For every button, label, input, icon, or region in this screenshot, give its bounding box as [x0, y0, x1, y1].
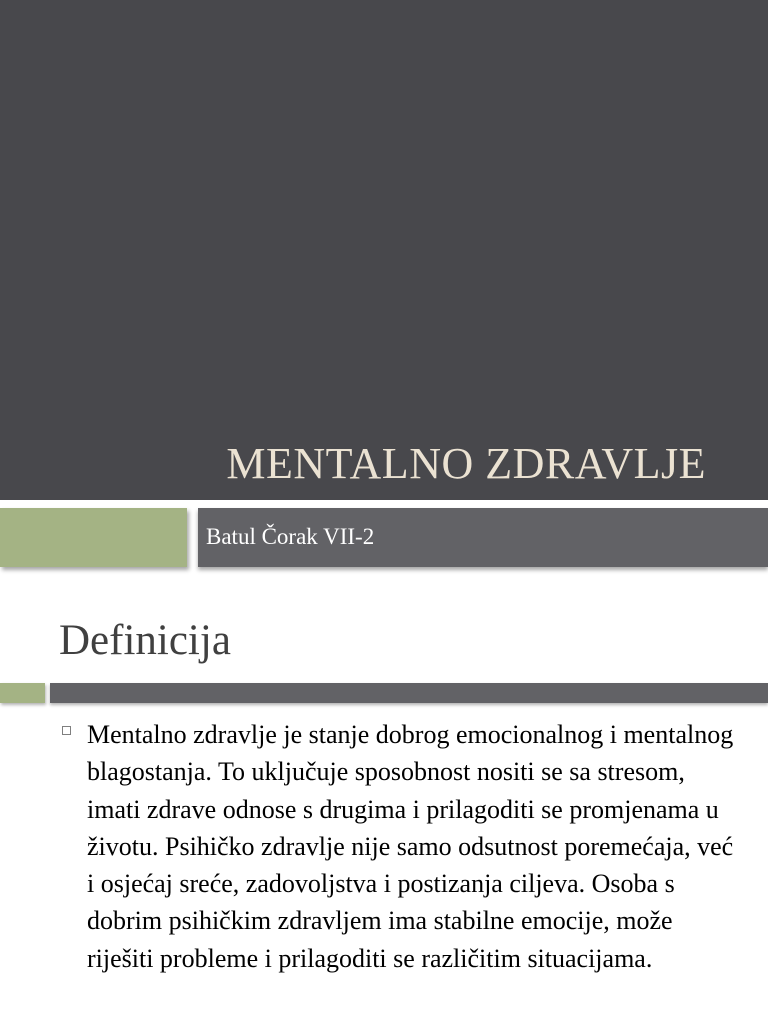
accent-bar-green	[0, 508, 187, 567]
hollow-square-bullet-icon	[62, 726, 71, 735]
presentation-title: MENTALNO ZDRAVLJE	[226, 439, 706, 488]
bullet-text: Mentalno zdravlje je stanje dobrog emocionalnog i mentalnog blagostanja. To uključuje sposobnost nositi se sa stresom, imati zdrave odnose s drugima i prilagoditi se promjenama u životu. Psihičko zdravlje nije samo odsutnost poremećaja, već i osjećaj sreće, zadovoljstva i postizanja ciljeva. Osoba s dobrim psihičkim zdravljem ima stabilne emocije, može riješiti probleme i prilagoditi se različitim situacijama.	[87, 720, 734, 973]
accent-bar-gray	[50, 683, 768, 703]
title-slide	[0, 0, 768, 500]
accent-bar-green-small	[0, 683, 45, 703]
subtitle-bar	[198, 508, 768, 567]
presentation-subtitle: Batul Čorak VII-2	[206, 524, 375, 549]
slide-title: Definicija	[59, 617, 231, 664]
